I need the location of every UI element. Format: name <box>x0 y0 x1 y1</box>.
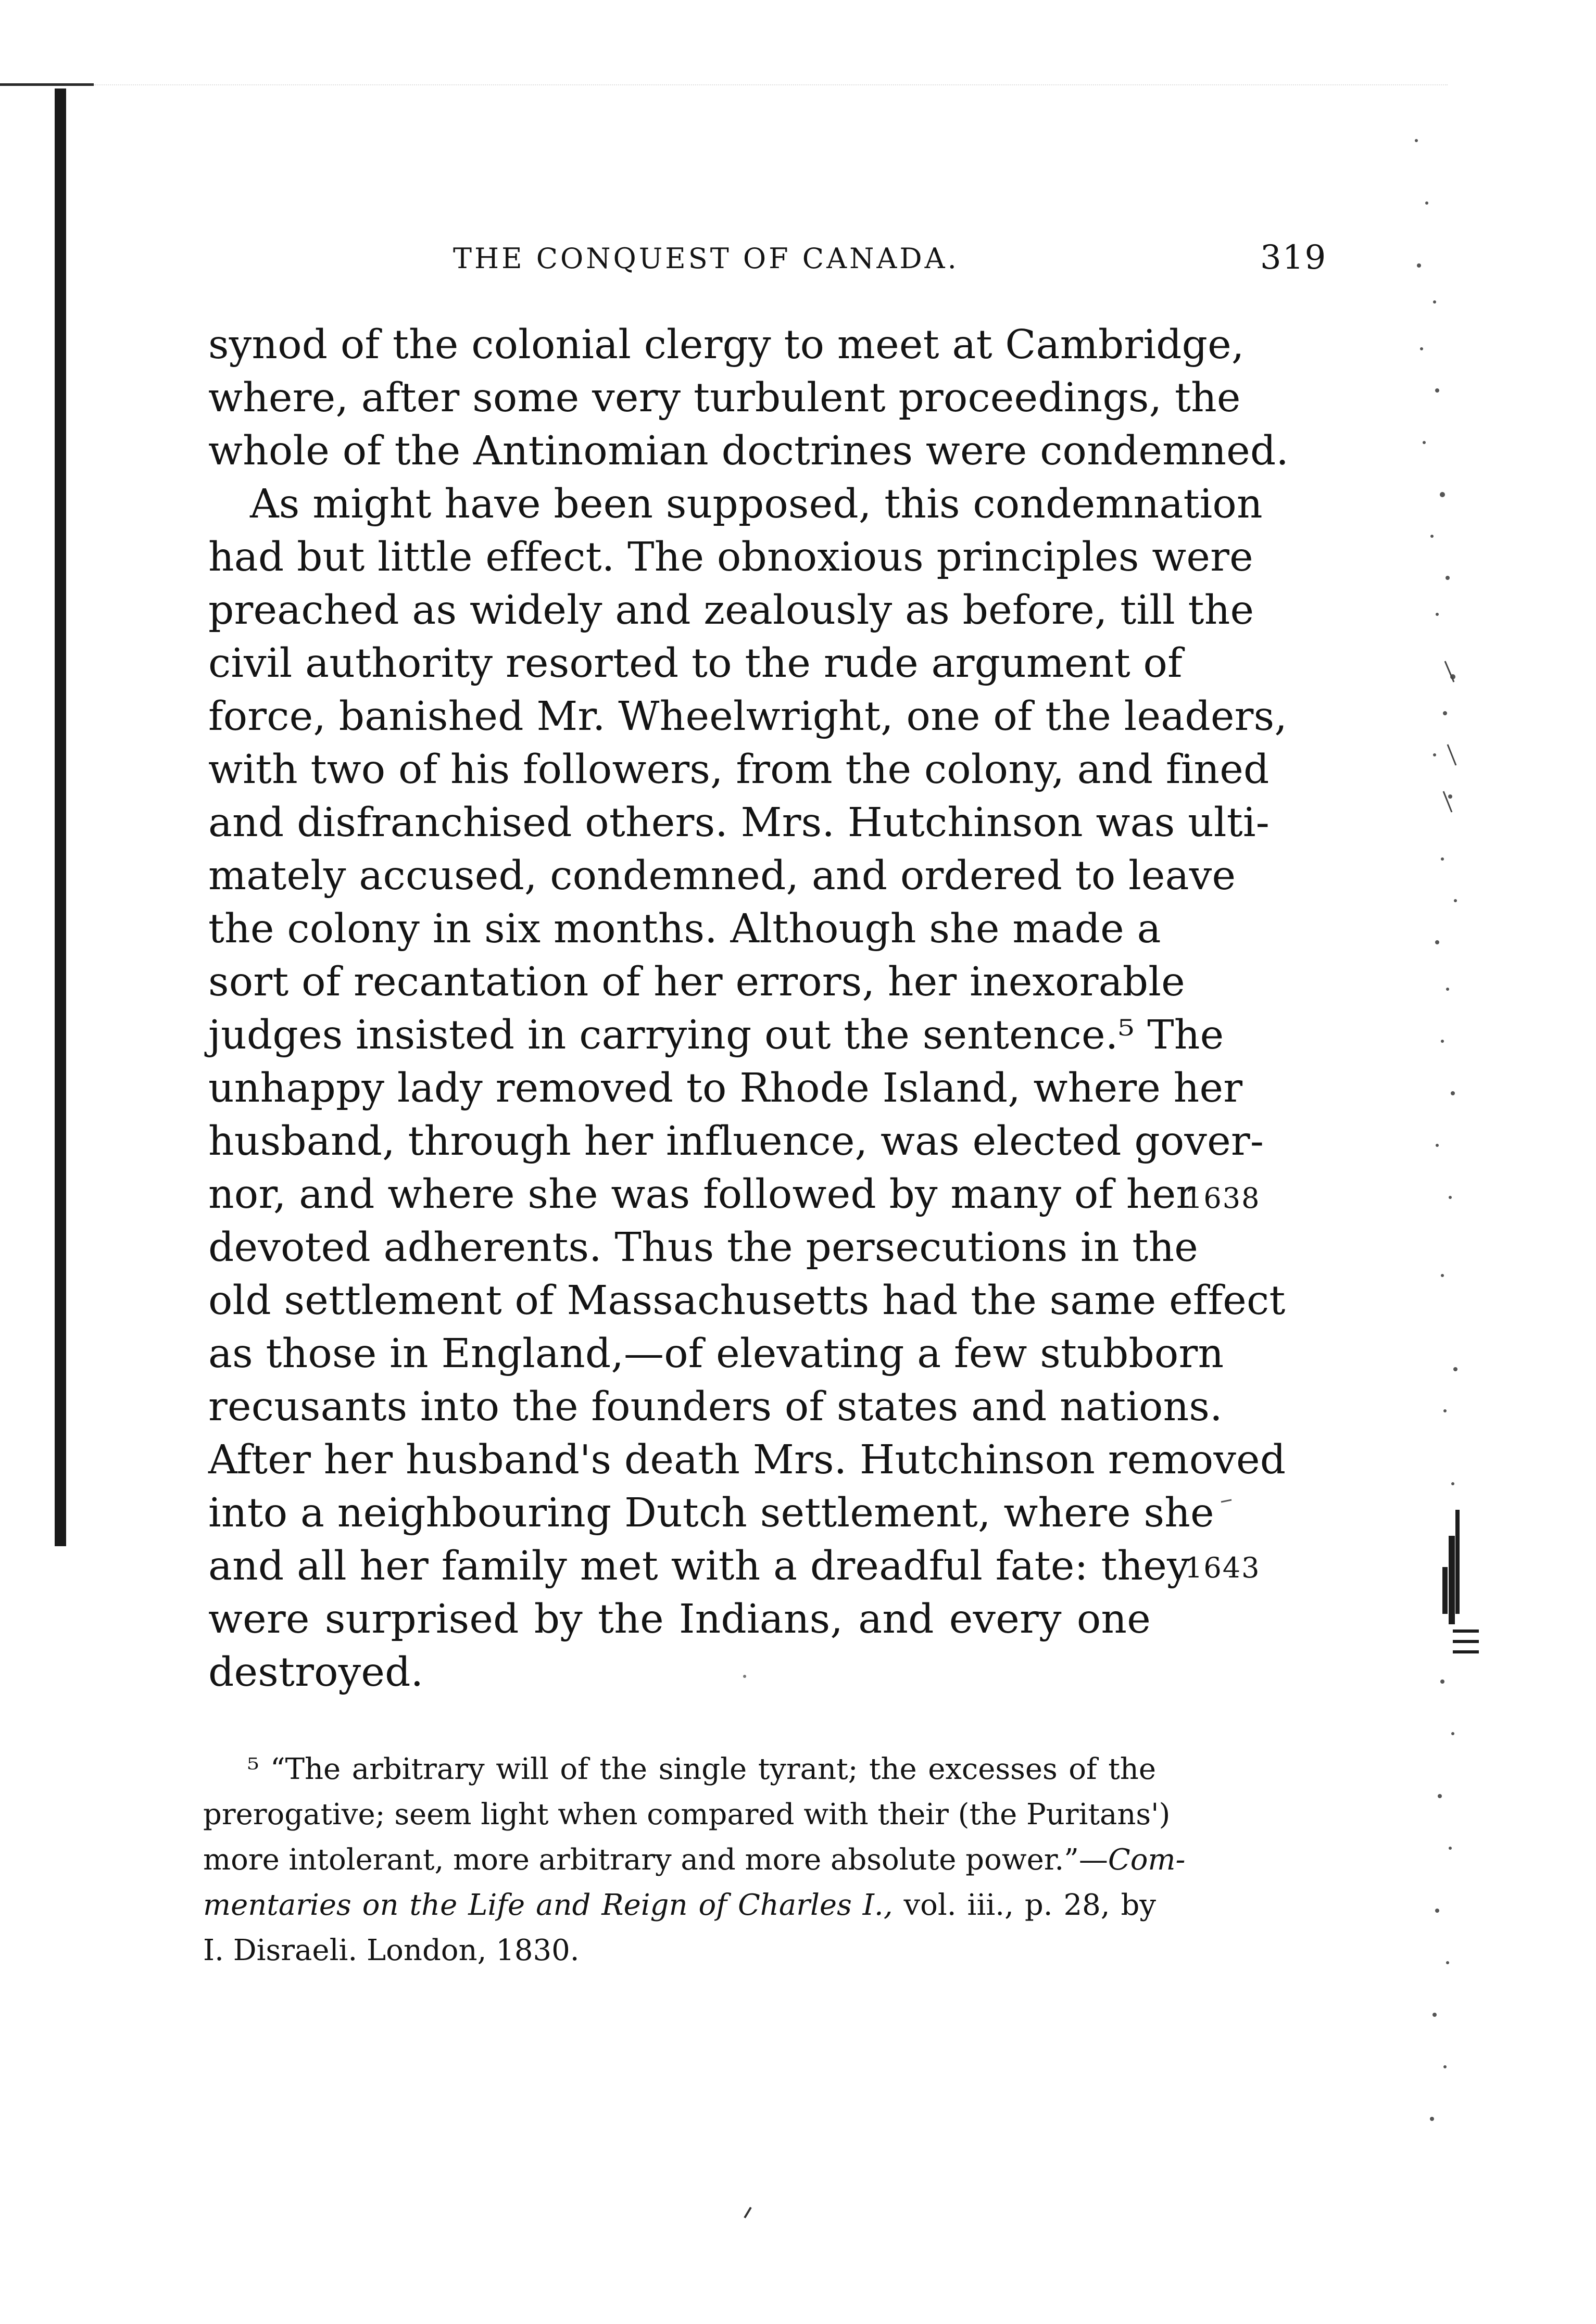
top-edge-rule <box>94 84 1448 85</box>
text-line: and all her family met with a dreadful fate: they <box>208 1543 1190 1589</box>
text-line: nor, and where she was followed by many of her <box>208 1171 1196 1218</box>
text-line: with two of his followers, from the colony, and fined <box>208 747 1270 793</box>
footnote-text: vol. iii., p. 28, by <box>893 1888 1157 1922</box>
running-head: THE CONQUEST OF CANADA. <box>453 242 959 275</box>
text-line: judges insisted in carrying out the sentence.⁵ The <box>208 1012 1224 1058</box>
scan-speck <box>1218 1497 1239 1507</box>
footnote-italic-text: Com- <box>1108 1843 1186 1877</box>
text-line: As might have been supposed, this condemnation <box>250 481 1263 527</box>
text-line: old settlement of Massachusetts had the same effect <box>208 1278 1286 1324</box>
scan-speck <box>739 1671 760 1682</box>
footnote-text: more intolerant, more arbitrary and more absolute power.”— <box>203 1843 1108 1877</box>
text-line: destroyed. <box>208 1649 424 1696</box>
gutter-scan-noise <box>1406 130 1479 2187</box>
text-line: as those in England,—of elevating a few stubborn <box>208 1331 1224 1377</box>
text-line: After her husband's death Mrs. Hutchinson removed <box>208 1437 1286 1483</box>
text-line: the colony in six months. Although she made a <box>208 906 1161 952</box>
binding-tick-mark <box>0 83 94 86</box>
text-line: unhappy lady removed to Rhode Island, where her <box>208 1065 1243 1112</box>
footnote-text: “The arbitrary will of the single tyrant; the excesses of the <box>270 1752 1156 1786</box>
footnote-line: I. Disraeli. London, 1830. <box>203 1934 580 1967</box>
text-line: mately accused, condemned, and ordered to leave <box>208 853 1236 899</box>
text-line: into a neighbouring Dutch settlement, where she <box>208 1490 1214 1536</box>
page-binding-shadow <box>55 89 66 1546</box>
scan-speck <box>739 2202 760 2223</box>
text-line: synod of the colonial clergy to meet at Cambridge, <box>208 322 1245 368</box>
text-line: recusants into the founders of states and nations. <box>208 1384 1223 1430</box>
text-line: and disfranchised others. Mrs. Hutchinson was ulti- <box>208 800 1270 846</box>
margin-year-1638: 1638 <box>1185 1182 1261 1215</box>
footnote-italic-title: mentaries on the Life and Reign of Charles I., <box>203 1888 893 1922</box>
footnote <box>203 1747 1186 1973</box>
page-number: 319 <box>1260 238 1327 277</box>
text-line: devoted adherents. Thus the persecutions in the <box>208 1224 1199 1271</box>
text-line: where, after some very turbulent proceedings, the <box>208 375 1241 421</box>
text-line: sort of recantation of her errors, her inexorable <box>208 959 1185 1005</box>
footnote-marker: ⁵ <box>247 1752 259 1786</box>
text-line: had but little effect. The obnoxious principles were <box>208 534 1253 580</box>
text-line: were surprised by the Indians, and every one <box>208 1596 1151 1643</box>
text-line: civil authority resorted to the rude argument of <box>208 640 1183 687</box>
text-line: preached as widely and zealously as before, till the <box>208 587 1254 634</box>
footnote-line <box>203 1747 1156 1792</box>
text-line: husband, through her influence, was elected gover- <box>208 1118 1264 1165</box>
text-line: whole of the Antinomian doctrines were condemned. <box>208 428 1289 474</box>
footnote-line: prerogative; seem light when compared with their (the Puritans') <box>203 1798 1171 1832</box>
margin-year-1643: 1643 <box>1185 1551 1261 1584</box>
footnote-line <box>203 1837 1186 1883</box>
footnote-line <box>203 1883 1156 1928</box>
text-line: force, banished Mr. Wheelwright, one of the leaders, <box>208 693 1287 740</box>
